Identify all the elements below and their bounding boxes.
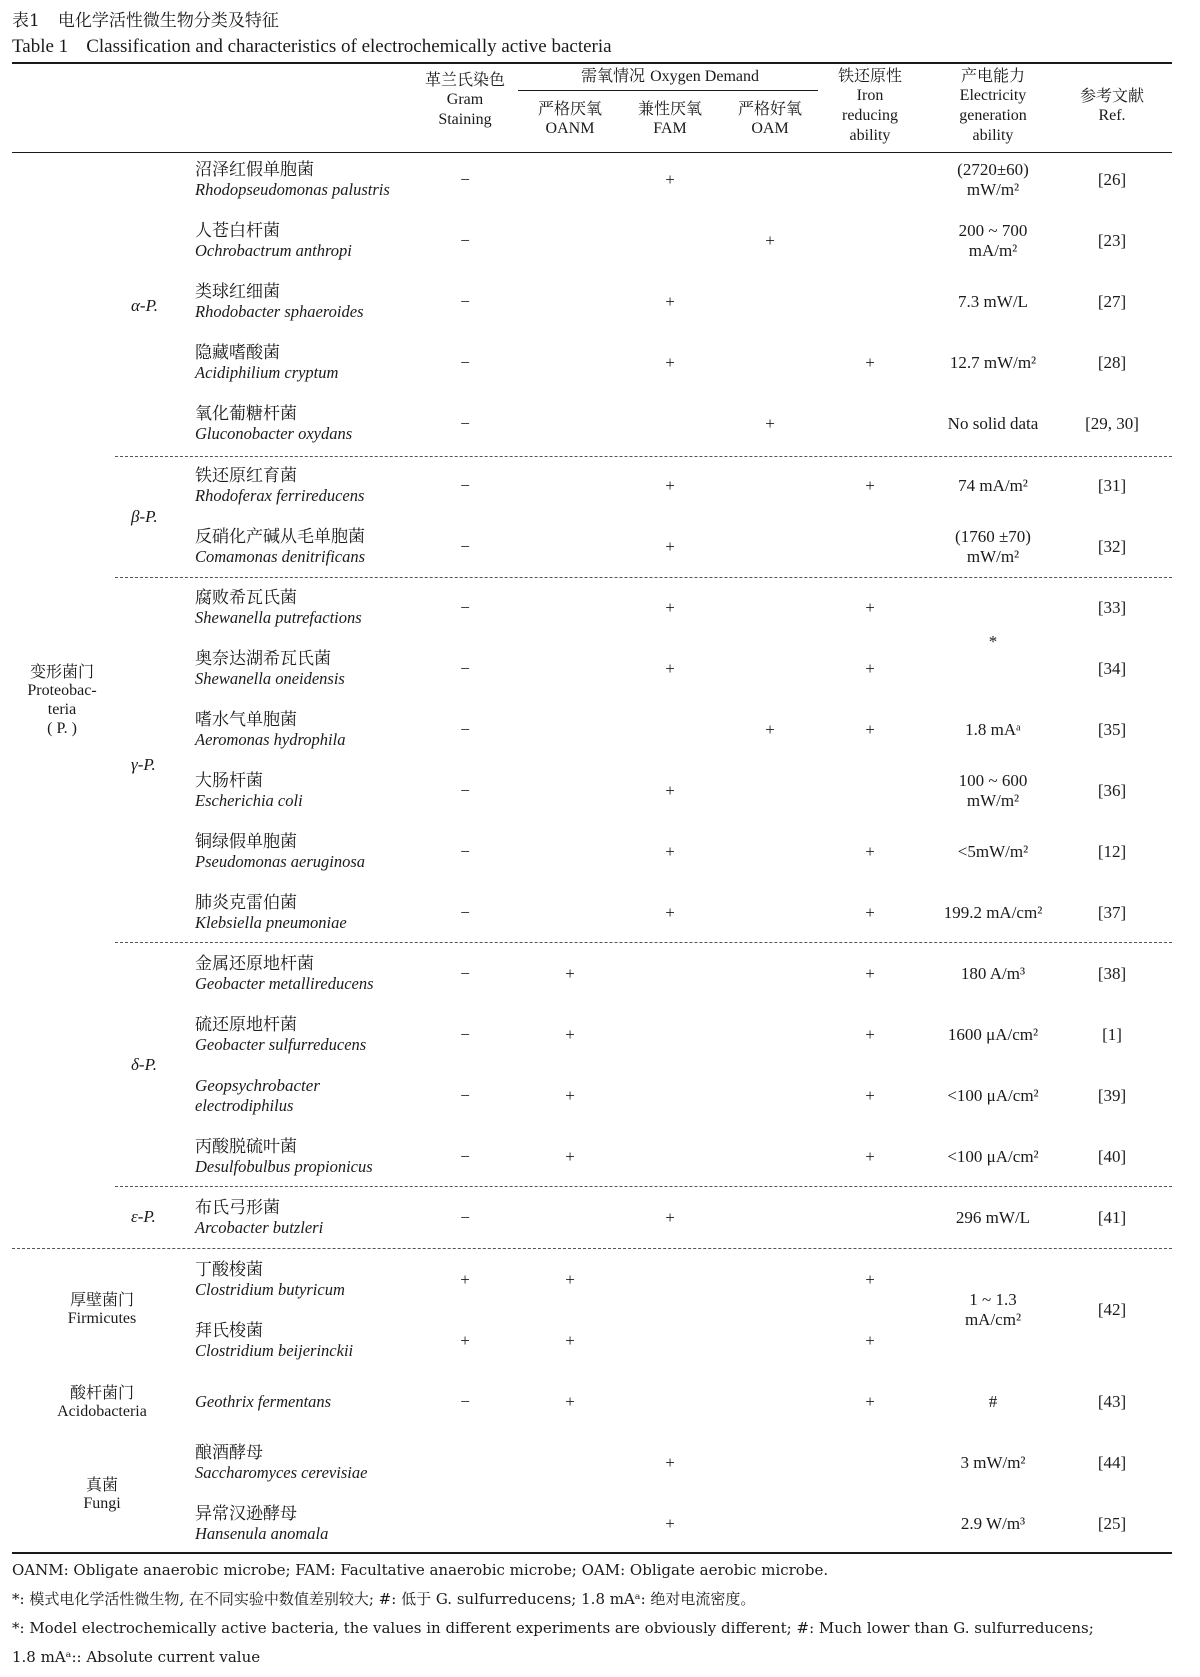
electricity-cell: 12.7 mW/m² xyxy=(949,353,1037,372)
table-caption-en xyxy=(12,36,612,58)
fam-cell: + xyxy=(665,292,675,311)
fam-cell: + xyxy=(665,537,675,556)
species-name-latin: Shewanella oneidensis xyxy=(195,669,345,688)
header-elec-en1: Electricity xyxy=(959,87,1027,104)
separator-gamma-delta xyxy=(115,942,1172,943)
species-name-latin: Rhodobacter sphaeroides xyxy=(195,302,364,321)
electricity-value-line1: (1760 ±70) xyxy=(955,527,1031,546)
oam-cell: + xyxy=(765,720,775,739)
gram-cell: − xyxy=(460,1208,470,1227)
species-name-latin: Pseudomonas aeruginosa xyxy=(195,852,366,871)
electricity-value-line2: mA/m² xyxy=(968,241,1018,260)
reference-cell: [36] xyxy=(1097,781,1127,800)
note-en: *: Model electrochemically active bacteria, the values in different experiments are obviously different; #: Much lower than G. sulfurreducens; xyxy=(12,1619,1094,1637)
electricity-value-line2: mW/m² xyxy=(966,547,1020,566)
species-name-latin: Desulfobulbus propionicus xyxy=(195,1157,373,1176)
species-name-latin: Geobacter sulfurreducens xyxy=(195,1035,367,1054)
iron-cell: + xyxy=(865,1392,875,1411)
iron-cell: + xyxy=(865,598,875,617)
header-gram-en2: Staining xyxy=(438,111,492,128)
electricity-cell: 3 mW/m² xyxy=(960,1453,1026,1472)
species-name-latin: Saccharomyces cerevisiae xyxy=(195,1463,368,1482)
header-gram-en1: Gram xyxy=(446,91,484,108)
fam-cell: + xyxy=(665,659,675,678)
species-name-latin: Ochrobactrum anthropi xyxy=(195,241,352,260)
separator-delta-epsilon xyxy=(115,1186,1172,1187)
species-name-latin: Gluconobacter oxydans xyxy=(195,424,353,443)
header-fam xyxy=(620,99,720,139)
iron-cell: + xyxy=(865,1086,875,1105)
header-ref-cn: 参考文献 xyxy=(1079,86,1144,105)
species-name-cn: 沼泽红假单胞菌 xyxy=(195,160,314,180)
subgroup-alpha: α-P. xyxy=(131,296,159,315)
header-oxygen-demand xyxy=(520,66,820,87)
reference-cell: [23] xyxy=(1097,231,1127,250)
reference-cell: [1] xyxy=(1102,1025,1122,1044)
header-oanm xyxy=(520,99,620,139)
electricity-cell xyxy=(928,771,1058,811)
electricity-cell xyxy=(928,221,1058,261)
species-name-cn: 硫还原地杆菌 xyxy=(195,1015,297,1035)
iron-cell: + xyxy=(865,903,875,922)
fam-cell: + xyxy=(665,903,675,922)
gram-cell: + xyxy=(460,1331,470,1350)
reference-cell: [25] xyxy=(1097,1514,1127,1533)
header-oam-en: OAM xyxy=(751,120,789,137)
species-name-latin: Hansenula anomala xyxy=(195,1524,329,1543)
gram-cell: − xyxy=(460,659,470,678)
electricity-cell: 199.2 mA/cm² xyxy=(943,903,1043,922)
electricity-cell xyxy=(928,160,1058,200)
group-proteo-en2: teria xyxy=(47,701,77,718)
group-acidobacteria xyxy=(42,1383,162,1421)
gram-cell: − xyxy=(460,537,470,556)
oam-cell: + xyxy=(765,231,775,250)
species-name-latin: Rhodopseudomonas palustris xyxy=(195,180,390,199)
separator-alpha-beta xyxy=(115,456,1172,457)
gram-cell: − xyxy=(460,231,470,250)
subgroup-gamma: γ-P. xyxy=(131,755,156,774)
fam-cell: + xyxy=(665,842,675,861)
electricity-cell: <5mW/m² xyxy=(957,842,1029,861)
fam-cell: + xyxy=(665,598,675,617)
electricity-cell: 2.9 W/m³ xyxy=(960,1514,1026,1533)
species-name-cn: 腐败希瓦氏菌 xyxy=(195,588,297,608)
species-name-latin: Rhodoferax ferrireducens xyxy=(195,486,365,505)
oanm-cell: + xyxy=(565,1147,575,1166)
elec-merged-clostridium-1: 1 ~ 1.3 xyxy=(969,1290,1017,1309)
electricity-cell: No solid data xyxy=(947,414,1039,433)
species-name-cn: 铜绿假单胞菌 xyxy=(195,832,297,852)
reference-cell: [27] xyxy=(1097,292,1127,311)
header-fam-cn: 兼性厌氧 xyxy=(637,99,702,118)
species-name-cn: 异常汉逊酵母 xyxy=(195,1504,297,1524)
reference-cell: [43] xyxy=(1097,1392,1127,1411)
electricity-cell: 296 mW/L xyxy=(955,1208,1031,1227)
header-oanm-en: OANM xyxy=(545,120,595,137)
reference-cell: [26] xyxy=(1097,170,1127,189)
species-name-latin: Acidiphilium cryptum xyxy=(195,363,339,382)
caption-en-title: Classification and characteristics of electrochemically active bacteria xyxy=(86,36,612,57)
group-acido-en: Acidobacteria xyxy=(57,1403,147,1420)
iron-cell: + xyxy=(865,720,875,739)
species-cell xyxy=(195,1504,495,1544)
header-oanm-cn: 严格厌氧 xyxy=(537,99,602,118)
species-name-cn: 类球红细菌 xyxy=(195,282,280,302)
table-caption-cn xyxy=(12,6,279,31)
gram-cell: − xyxy=(460,292,470,311)
header-iron-en2: reducing xyxy=(842,107,898,124)
species-name-latin: Aeromonas hydrophila xyxy=(195,730,346,749)
header-ref-en: Ref. xyxy=(1098,107,1126,124)
iron-cell: + xyxy=(865,659,875,678)
species-name-cn: 肺炎克雷伯菌 xyxy=(195,893,297,913)
oxygen-underline xyxy=(518,90,818,91)
elec-merged-clostridium xyxy=(928,1290,1058,1330)
iron-cell: + xyxy=(865,964,875,983)
header-iron-en1: Iron xyxy=(856,87,884,104)
header-elec-en3: ability xyxy=(972,127,1014,144)
species-name-cn: 丙酸脱硫叶菌 xyxy=(195,1137,297,1157)
species-name-cn: 铁还原红育菌 xyxy=(195,466,297,486)
group-acido-cn: 酸杆菌门 xyxy=(69,1383,134,1402)
group-fungi xyxy=(42,1475,162,1513)
group-fungi-en: Fungi xyxy=(83,1495,121,1512)
gram-cell: − xyxy=(460,720,470,739)
species-name-latin: Geobacter metallireducens xyxy=(195,974,374,993)
gram-cell: − xyxy=(460,903,470,922)
species-name-latin: Geothrix fermentans xyxy=(195,1392,332,1411)
note-abbreviations: OANM: Obligate anaerobic microbe; FAM: Facultative anaerobic microbe; OAM: Obligate aerobic microbe. xyxy=(12,1561,829,1579)
fam-cell: + xyxy=(665,353,675,372)
separator-beta-gamma xyxy=(115,577,1172,578)
header-elec-en2: generation xyxy=(959,107,1027,124)
fam-cell: + xyxy=(665,1514,675,1533)
species-name-cn: 拜氏梭菌 xyxy=(195,1321,263,1341)
group-firmi-en: Firmicutes xyxy=(67,1310,137,1327)
species-name-latin: Escherichia coli xyxy=(195,791,303,810)
fam-cell: + xyxy=(665,1453,675,1472)
species-name-cn: 奥奈达湖希瓦氏菌 xyxy=(195,649,331,669)
elec-merged-shewanella: * xyxy=(988,632,998,651)
oanm-cell: + xyxy=(565,1331,575,1350)
species-name-latin: electrodiphilus xyxy=(195,1096,294,1115)
reference-cell: [37] xyxy=(1097,903,1127,922)
species-name-cn: 嗜水气单胞菌 xyxy=(195,710,297,730)
separator-proteobacteria-end xyxy=(12,1248,1172,1249)
species-name-latin: Clostridium butyricum xyxy=(195,1280,345,1299)
electricity-cell xyxy=(928,527,1058,567)
species-name-cn: 酿酒酵母 xyxy=(195,1443,263,1463)
gram-cell: + xyxy=(460,1270,470,1289)
header-iron-en3: ability xyxy=(849,127,891,144)
fam-cell: + xyxy=(665,170,675,189)
reference-cell: [31] xyxy=(1097,476,1127,495)
subgroup-epsilon: ε-P. xyxy=(131,1207,156,1226)
species-name-cn: 丁酸梭菌 xyxy=(195,1260,263,1280)
gram-cell: − xyxy=(460,842,470,861)
gram-cell: − xyxy=(460,781,470,800)
electricity-cell: 1600 μA/cm² xyxy=(947,1025,1039,1044)
species-name-cn: Geopsychrobacter xyxy=(195,1076,320,1095)
header-oxygen-en: Oxygen Demand xyxy=(650,68,759,85)
species-name-latin: Shewanella putrefactions xyxy=(195,608,362,627)
electricity-value-line1: 200 ~ 700 xyxy=(958,221,1028,240)
gram-cell: − xyxy=(460,170,470,189)
header-oxygen-cn: 需氧情况 xyxy=(581,66,646,85)
oam-cell: + xyxy=(765,414,775,433)
header-oam-cn: 严格好氧 xyxy=(737,99,802,118)
iron-cell: + xyxy=(865,1331,875,1350)
gram-cell: − xyxy=(460,1147,470,1166)
reference-cell: [32] xyxy=(1097,537,1127,556)
species-name-cn: 反硝化产碱从毛单胞菌 xyxy=(195,527,365,547)
reference-cell: [12] xyxy=(1097,842,1127,861)
gram-cell: − xyxy=(460,476,470,495)
caption-cn-label: 表1 xyxy=(12,11,40,31)
header-fam-en: FAM xyxy=(653,120,687,137)
note-en-continued: 1.8 mAᵃ:: Absolute current value xyxy=(12,1648,261,1666)
electricity-cell: # xyxy=(988,1392,998,1411)
header-elec-cn: 产电能力 xyxy=(960,66,1025,85)
species-name-latin: Clostridium beijerinckii xyxy=(195,1341,354,1360)
gram-cell: − xyxy=(460,414,470,433)
group-proteo-cn: 变形菌门 xyxy=(29,662,94,681)
electricity-cell: 180 A/m³ xyxy=(960,964,1026,983)
iron-cell: + xyxy=(865,1025,875,1044)
header-ref xyxy=(1057,86,1167,126)
oanm-cell: + xyxy=(565,964,575,983)
gram-cell: − xyxy=(460,964,470,983)
electricity-cell: 1.8 mAᵃ xyxy=(965,720,1021,739)
gram-cell: − xyxy=(460,1392,470,1411)
group-proteo-en1: Proteobac- xyxy=(27,682,97,699)
fam-cell: + xyxy=(665,781,675,800)
electricity-value-line2: mW/m² xyxy=(966,180,1020,199)
species-name-cn: 隐藏嗜酸菌 xyxy=(195,343,280,363)
header-rule xyxy=(12,152,1172,153)
header-electricity xyxy=(928,66,1058,146)
electricity-value-line2: mW/m² xyxy=(966,791,1020,810)
species-name-cn: 布氏弓形菌 xyxy=(195,1198,280,1218)
reference-cell: [40] xyxy=(1097,1147,1127,1166)
reference-cell: [44] xyxy=(1097,1453,1127,1472)
subgroup-beta: β-P. xyxy=(131,507,158,526)
subgroup-delta: δ-P. xyxy=(131,1055,158,1074)
gram-cell: − xyxy=(460,1025,470,1044)
group-proteobacteria xyxy=(12,662,112,738)
header-gram xyxy=(405,70,525,130)
reference-cell: [35] xyxy=(1097,720,1127,739)
note-cn: *: 模式电化学活性微生物, 在不同实验中数值差别较大; #: 低于 G. sulfurreducens; 1.8 mAᵃ: 绝对电流密度。 xyxy=(12,1590,756,1608)
species-name-cn: 人苍白杆菌 xyxy=(195,221,280,241)
bottom-rule xyxy=(12,1552,1172,1554)
electricity-value-line1: (2720±60) xyxy=(957,160,1029,179)
oanm-cell: + xyxy=(565,1270,575,1289)
species-name-cn: 大肠杆菌 xyxy=(195,771,263,791)
top-rule xyxy=(12,62,1172,64)
group-fungi-cn: 真菌 xyxy=(85,1475,118,1494)
caption-en-label: Table 1 xyxy=(12,36,69,57)
species-name-latin: Arcobacter butzleri xyxy=(195,1218,324,1237)
species-name-cn: 氧化葡糖杆菌 xyxy=(195,404,297,424)
species-name-cn: 金属还原地杆菌 xyxy=(195,954,314,974)
gram-cell: − xyxy=(460,1086,470,1105)
species-name-latin: Comamonas denitrificans xyxy=(195,547,366,566)
group-proteo-en3: ( P. ) xyxy=(47,720,77,737)
ref-merged-clostridium: [42] xyxy=(1097,1300,1127,1319)
reference-cell: [41] xyxy=(1097,1208,1127,1227)
reference-cell: [33] xyxy=(1097,598,1127,617)
iron-cell: + xyxy=(865,1147,875,1166)
iron-cell: + xyxy=(865,842,875,861)
reference-cell: [39] xyxy=(1097,1086,1127,1105)
oanm-cell: + xyxy=(565,1086,575,1105)
reference-cell: [29, 30] xyxy=(1085,414,1139,433)
gram-cell: − xyxy=(460,353,470,372)
group-firmicutes xyxy=(42,1290,162,1328)
electricity-cell: <100 μA/cm² xyxy=(947,1086,1039,1105)
group-firmi-cn: 厚壁菌门 xyxy=(69,1290,134,1309)
species-name-latin: Klebsiella pneumoniae xyxy=(195,913,347,932)
elec-merged-clostridium-2: mA/cm² xyxy=(964,1310,1022,1329)
header-oam xyxy=(720,99,820,139)
header-iron xyxy=(820,66,920,146)
gram-cell: − xyxy=(460,598,470,617)
electricity-value-line1: 100 ~ 600 xyxy=(958,771,1028,790)
iron-cell: + xyxy=(865,1270,875,1289)
electricity-cell: 74 mA/m² xyxy=(958,476,1028,495)
oanm-cell: + xyxy=(565,1025,575,1044)
reference-cell: [34] xyxy=(1097,659,1127,678)
iron-cell: + xyxy=(865,476,875,495)
fam-cell: + xyxy=(665,476,675,495)
header-gram-cn: 革兰氏染色 xyxy=(424,70,505,89)
electricity-cell: <100 μA/cm² xyxy=(947,1147,1039,1166)
oanm-cell: + xyxy=(565,1392,575,1411)
reference-cell: [28] xyxy=(1097,353,1127,372)
header-iron-cn: 铁还原性 xyxy=(837,66,902,85)
fam-cell: + xyxy=(665,1208,675,1227)
caption-cn-title: 电化学活性微生物分类及特征 xyxy=(57,11,279,31)
electricity-cell: 7.3 mW/L xyxy=(958,292,1028,311)
reference-cell: [38] xyxy=(1097,964,1127,983)
species-cell xyxy=(195,1443,495,1483)
iron-cell: + xyxy=(865,353,875,372)
